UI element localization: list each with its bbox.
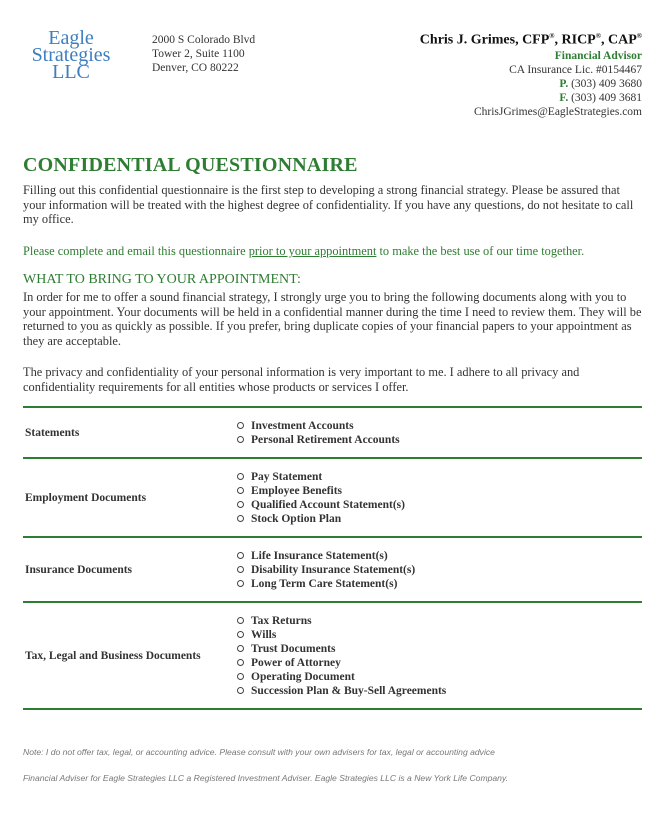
appointment-emphasis: prior to your appointment [248,244,377,258]
address-line-2: Tower 2, Suite 1100 [152,48,245,60]
phone-line: P. (303) 409 3680 [559,77,642,90]
document-list [237,419,400,447]
logo-line-3: LLC [52,61,90,83]
circle-bullet-icon [237,515,244,522]
circle-bullet-icon [237,436,244,443]
list-item: Disability Insurance Statement(s) [237,563,415,577]
category-label: Tax, Legal and Business Documents [25,649,201,662]
list-item: Succession Plan & Buy-Sell Agreements [237,684,446,698]
category-label: Employment Documents [25,491,147,504]
circle-bullet-icon [237,659,244,666]
email-instruction: Please complete and email this questionnaire prior to your appointment to make the best use of our time together. [23,244,585,258]
phone-number[interactable]: (303) 409 3680 [571,77,642,90]
list-item: Long Term Care Statement(s) [237,577,415,591]
circle-bullet-icon [237,487,244,494]
list-item: Qualified Account Statement(s) [237,498,405,512]
document-list [237,549,415,591]
list-item: Life Insurance Statement(s) [237,549,415,563]
privacy-paragraph: The privacy and confidentiality of your personal information is very important to me. I adhere to all privacy and confidentiality requirements for all entities whose products or services I offer. [23,365,580,394]
list-item: Personal Retirement Accounts [237,433,400,447]
intro-paragraph: Filling out this confidential questionnaire is the first step to developing a strong financial strategy. Please be assured that your information will be treated with the highest degree of confidentiality. If you have any questions, do not hesitate to call my office. [23,183,634,227]
document-list [237,470,405,526]
insurance-license: CA Insurance Lic. #0154467 [509,63,642,76]
list-item: Trust Documents [237,642,446,656]
circle-bullet-icon [237,422,244,429]
office-address [152,33,255,75]
address-line-3: Denver, CO 80222 [152,62,239,74]
list-item: Pay Statement [237,470,405,484]
table-row [23,538,642,603]
list-item: Power of Attorney [237,656,446,670]
advisor-name: Chris J. Grimes, CFP®, RICP®, CAP® [419,32,642,48]
circle-bullet-icon [237,473,244,480]
address-line-1: 2000 S Colorado Blvd [152,34,256,46]
circle-bullet-icon [237,645,244,652]
table-row [23,603,642,710]
circle-bullet-icon [237,687,244,694]
advisor-contact [420,28,642,119]
table-row [23,408,642,459]
circle-bullet-icon [237,631,244,638]
advice-disclaimer: Note: I do not offer tax, legal, or accounting advice. Please consult with your own advisers for tax, legal or accounting advice [23,747,495,757]
fax-number: (303) 409 3681 [571,91,642,104]
bring-heading: WHAT TO BRING TO YOUR APPOINTMENT: [23,272,301,287]
list-item: Stock Option Plan [237,512,405,526]
list-item: Investment Accounts [237,419,400,433]
circle-bullet-icon [237,580,244,587]
circle-bullet-icon [237,673,244,680]
list-item: Tax Returns [237,614,446,628]
advisor-role: Financial Advisor [554,49,642,62]
document-list [237,614,446,698]
list-item: Wills [237,628,446,642]
circle-bullet-icon [237,617,244,624]
circle-bullet-icon [237,552,244,559]
list-item: Employee Benefits [237,484,405,498]
logo-line-2: Strategies [31,44,111,66]
category-label: Insurance Documents [25,563,133,576]
circle-bullet-icon [237,566,244,573]
circle-bullet-icon [237,501,244,508]
list-item: Operating Document [237,670,446,684]
email-link[interactable]: ChrisJGrimes@EagleStrategies.com [473,105,642,118]
adviser-disclosure: Financial Adviser for Eagle Strategies LLC a Registered Investment Adviser. Eagle Strategies LLC is a New York Life Company. [23,773,508,783]
bring-paragraph: In order for me to offer a sound financial strategy, I strongly urge you to bring the following documents along with you to your appointment. Your documents will be held in a confidential manner during the time I need to review them. They will be returned to you as quickly as possible. If you prefer, bring duplicate copies of your financial papers to your appointment as they are acceptable. [23,290,642,348]
documents-table [23,406,642,710]
category-label: Statements [25,426,80,439]
fax-line: F. (303) 409 3681 [559,91,642,104]
table-row [23,459,642,538]
page-title: CONFIDENTIAL QUESTIONNAIRE [23,154,358,176]
logo-line-1: Eagle [48,27,94,49]
company-logo [22,27,120,83]
